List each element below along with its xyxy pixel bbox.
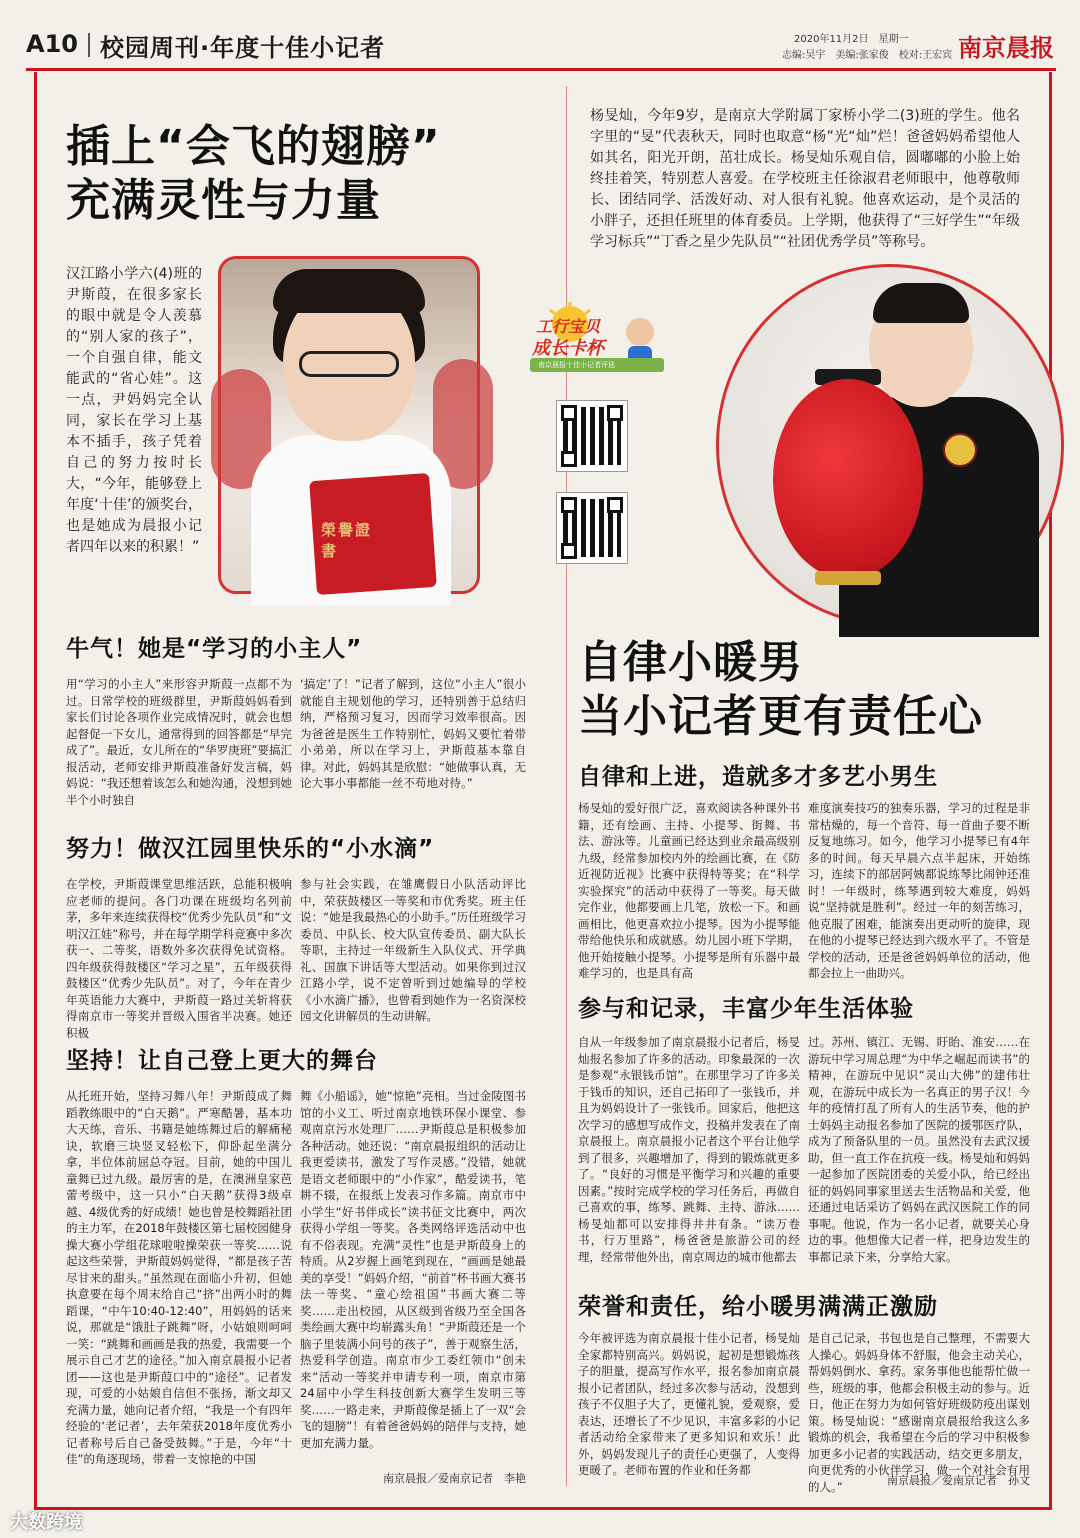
boy-photo bbox=[716, 264, 1064, 626]
logo-line2: 成长卡杯 bbox=[532, 338, 604, 359]
issue-date: 2020年11月2日 星期一 bbox=[794, 34, 909, 45]
logo-line1: 工行宝贝 bbox=[536, 317, 601, 336]
right-section-3-col2: 是自己记录，书包也是自己整理，不需要大人操心。妈妈身体不舒服，他会主动关心，帮妈妈倒水、拿药。家务事他也能帮忙做一些，班级的事，他都会积极主动的参与。近日，他正在努力为如何管好班级防疫出谋划策。杨旻灿说：“感谢南京晨报给我这么多锻炼的机会，我希望在今后的学习中积极参加更多小记者的实践活动，结交更多朋友，向更优秀的小伙伴学习，做一个对社会有用的人。” bbox=[808, 1331, 1030, 1494]
left-headline-line2: 充满灵性与力量 bbox=[66, 175, 381, 226]
masthead-divider bbox=[88, 33, 90, 57]
right-section-2-col1: 自从一年级参加了南京晨报小记者后，杨旻灿报名参加了许多的活动。印象最深的一次是参观“永银钱币馆”。在那里学习了许多关于钱币的知识，还自己拓印了一张钱币，并且为妈妈设计了一张钱币。回家后，他把这次学习的感想写成作文，投稿并发表在了南京晨报上。南京晨报小记者这个平台让他学到了很多，兴趣增加了，得到的锻炼就更多了。“良好的习惯是平衡学习和兴趣的重要因素。”按时完成学校的学习任务后，再做自己喜欢的事，练琴、跳舞、主持、游泳……杨旻灿都可以安排得井井有条。“读万卷书，行万里路”，杨爸爸是旅游公司的经理，经常带他外出，南京周边的城市他都去 bbox=[578, 1035, 800, 1264]
newspaper-logo: 南京晨报 bbox=[958, 33, 1054, 62]
left-section-1-title: 牛气！她是“学习的小主人” bbox=[66, 636, 363, 662]
right-headline-line2: 当小记者更有责任心 bbox=[578, 691, 983, 742]
left-section-3-col1: 从托班开始，坚持习舞八年！尹斯葭成了舞蹈教练眼中的“白天鹅”。严寒酷暑，基本功大天练，音乐、书籍是她练舞过后的解痛秘诀，软磨三块竖叉轻松下，仰卧起坐满分拿，半位体前屈总夺冠。目前，她的中国儿童舞已过九级。最厉害的是，在澳洲皇家芭蕾考级中，这一只小“白天鹅”获得3级卓越、4级优秀的好成绩！她也曾是校舞蹈社团的主力军，在2018年鼓楼区第七届校园健身操大赛小学组花球啦啦操荣获一等奖……说起这些荣誉，尹斯葭妈妈觉得，“都是孩子苦尽甘来的甜头。”虽然现在面临小升初，但她执意要在每个周末给自己“挤”出两小时的舞蹈课，“中午10:40-12:40”，用妈妈的话来说，那就是“饿肚子跳舞”呀，小姑娘则呵呵一笑：“跳舞和画画是我的热爱，我需要一个展示自己才艺的途径。”加入南京晨报小记者团——这也是尹斯葭口中的“途径”。记者发现，可爱的小姑娘自信但不张扬，渐文却又充满力量，她向记者介绍，“我是一个有四年经验的‘老记者’，去年荣获2018年度优秀小记者称号后自己备受鼓舞。”于是，今年“十佳”的角逐现场，带着一支惊艳的中国 bbox=[66, 1089, 292, 1466]
contest-logo bbox=[530, 302, 664, 374]
boy-hair bbox=[873, 283, 969, 323]
left-section-3-title: 坚持！让自己登上更大的舞台 bbox=[66, 1048, 378, 1074]
right-headline bbox=[578, 636, 1048, 744]
right-headline-line1: 自律小暖男 bbox=[578, 637, 803, 688]
left-section-2-col1: 在学校，尹斯葭课堂思维活跃，总能积极响应老师的提问。各门功课在班级均名列前茅，多年来连续获得校“优秀少先队员”和“文明汉江娃”称号，并在每学期学科竞赛中多次获一、二等奖，语数外多次获得免试资格。四年级获得鼓楼区“学习之星”，五年级获得鼓楼区“优秀少先队员”。对了，今年在青少年英语能力大赛中，尹斯葭一路过关斩将获得南京市一等奖并晋级入围省半决赛。她还积极 bbox=[66, 877, 292, 1040]
certificate-text: 榮譽證書 bbox=[321, 521, 373, 560]
right-section-3-title: 荣誉和责任，给小暖男满满正激励 bbox=[578, 1294, 938, 1320]
qr-code-icon[interactable] bbox=[556, 492, 628, 564]
right-section-1-col2: 难度演奏技巧的独奏乐器，学习的过程是非常枯燥的，每一个音符、每一首曲子要不断反复地练习。如今，他学习小提琴已有4年多的时间。每天早晨六点半起床，开始练习，连续下的部居阿姨都说练琴比闹钟还准时！一年级时，练琴遇到较大难度，妈妈说“坚持就是胜利”。经过一年的刻苦练习，他克服了困难，能演奏出更动听的旋律，现在他的小提琴已经达到六级水平了。不管是学校的活动，还是爸爸妈妈单位的活动，他都会拉上一曲助兴。 bbox=[808, 801, 1030, 980]
left-section-2-col2: 参与社会实践，在雏鹰假日小队活动评比中，荣获鼓楼区一等奖和市优秀奖。班主任说：“她是我最热心的小助手。”历任班级学习委员、中队长、校大队宣传委员、副大队长等职，主持过一年级新生入队仪式、开学典礼、国旗下讲话等大型活动。如果你到过汉江路小学，说不定曾听到过她编导的学校《小水滴广播》，也曾看到她作为一名资深校园文化讲解员的生动讲解。 bbox=[300, 877, 526, 1023]
right-intro: 杨旻灿，今年9岁，是南京大学附属丁家桥小学二(3)班的学生。他名字里的“旻”代表秋天，同时也取意“杨”光“灿”烂！爸爸妈妈希望他人如其名，阳光开朗，茁壮成长。杨旻灿乐观自信，圆嘟嘟的小脸上始终挂着笑，特别惹人喜爱。在学校班主任徐淑君老师眼中，他尊敬师长、团结同学、活泼好动、对人很有礼貌。他喜欢运动，是个灵活的小胖子，还担任班里的体育委员。上学期，他获得了“三好学生”“年级学习标兵”“丁香之星少先队员”“社团优秀学员”等称号。 bbox=[590, 108, 1020, 250]
lantern-icon bbox=[773, 379, 923, 579]
staff-credits: 志编:吴宇 美编:张家俊 校对:王宏宾 bbox=[782, 50, 953, 61]
right-section-2-title: 参与和记录，丰富少年生活体验 bbox=[578, 996, 914, 1022]
right-section-2-col2: 过。苏州、镇江、无锡、盱眙、淮安……在游玩中学习周总理“为中华之崛起而读书”的精神，在游玩中见识“灵山大佛”的建伟壮观，在游玩中成长为一名真正的男子汉！今年的疫情打乱了所有人的生活节奏，他的护士妈妈主动报名参加了医院的援鄂医疗队，成为了预备队里的一员。虽然没有去武汉援助，但一直工作在抗疫一线。杨旻灿和妈妈一起参加了医院团委的关爱小队，给已经出征的妈妈同事家里送去生活物品和关爱，他还通过电话采访了妈妈在武汉医院工作的同事呢。他说，作为一名小记者，就要关心身边的事。他想像大记者一样，把身边发生的事都记录下来，分享给大家。 bbox=[808, 1035, 1030, 1264]
qr-code-icon[interactable] bbox=[556, 400, 628, 472]
right-section-3-col1: 今年被评选为南京晨报十佳小记者，杨旻灿全家都特别高兴。妈妈说，起初是想锻炼孩子的胆量，提高写作水平，报名参加南京晨报小记者团队，经过多次参与活动，没想到孩子不仅胆子大了，更懂礼貌，爱观察，爱表达，还增长了不少见识，丰富多彩的小记者活动给全家带来了更多知识和欢乐！此外，妈妈发现儿子的责任心更强了，人变得更暖了。老师布置的作业和任务都 bbox=[578, 1331, 800, 1477]
left-section-1-col2: ‘搞定’了！”记者了解到，这位“小主人”很小就能自主规划他的学习，还特别善于总结归纳，严格预习复习，因而学习效率很高。因为爸爸是医生工作特别忙，妈妈又要忙着带小弟弟，所以在学习上，尹斯葭基本靠自律。对此，妈妈其是欣慰：“她做事认真，无论大事小事都能一丝不苟地对待。” bbox=[300, 677, 526, 790]
girl-bangs bbox=[273, 269, 425, 313]
left-intro: 汉江路小学六(4)班的尹斯葭，在很多家长的眼中就是令人羡慕的“别人家的孩子”，一个自强自律，能文能武的“省心娃”。这一点，尹妈妈完全认同，家长在学习上基本不插手，孩子凭着自己的努力按时长大，“今年，能够登上年度‘十佳’的颁奖台，也是她成为晨报小记者四年以来的积累！” bbox=[66, 266, 202, 555]
right-byline: 南京晨报／爱南京记者 孙文 bbox=[887, 1474, 1030, 1487]
badge-icon bbox=[943, 433, 977, 467]
section-title: 校园周刊·年度十佳小记者 bbox=[100, 34, 386, 62]
watermark: 大数跨境 bbox=[10, 1512, 82, 1533]
left-headline bbox=[66, 120, 546, 228]
left-headline-line1: 插上“会飞的翅膀” bbox=[66, 121, 441, 172]
lantern-base bbox=[815, 571, 881, 585]
left-section-1-col1: 用“学习的小主人”来形容尹斯葭一点都不为过。日常学校的班级群里，尹斯葭妈妈看到家长们讨论各项作业完成情况时，就会也想起督促一下女儿，通常得到的回答都是“早完成了”。最近，女儿所在的“华罗庚班”要搞汇报活动，老师安排尹斯葭准备好发言稿，妈妈说：“我还想着该怎么和她沟通，没想到她半个小时独自 bbox=[66, 677, 292, 807]
logo-subtitle: 南京晨报十佳小记者评选 bbox=[538, 361, 615, 369]
left-byline: 南京晨报／爱南京记者 李艳 bbox=[383, 1472, 526, 1485]
column-divider bbox=[566, 86, 567, 1486]
left-section-3-col2: 舞《小船谣》，她“惊艳”亮相。当过金陵图书馆的小义工、听过南京地铁环保小课堂、参观南京污水处理厂……尹斯葭总是积极参加各种活动。她还说：“南京晨报组织的活动让我更爱读书，激发了写作灵感。”没错，她就是语文老师眼中的“小作家”，酷爱读书，笔耕不辍，在报纸上发表习作多篇。南京市中小学生“好书伴成长”读书征文比赛中，两次获得小学组一等奖。各类网络评选活动中也有不俗表现。充满“灵性”也是尹斯葭身上的特质。从2岁握上画笔到现在，“画画是她最美的享受！”妈妈介绍，“前首”杯书画大赛书法一等奖、“童心绘祖国”书画大赛二等奖……走出校园，从区级到省级乃至全国各类绘画大赛中均崭露头角！“尹斯葭还是一个脑子里装满小问号的孩子”，善于观察生活，热爱科学创造。南京市少工委红领巾“创未来”活动一等奖并申请专利一项，南京市第24届中小学生科技创新大赛学生发明三等奖……一路走来，尹斯葭像是插上了一双“会飞的翅膀”！有着爸爸妈妈的陪伴与支持，她更加充满力量。 bbox=[300, 1089, 526, 1450]
left-section-2-title: 努力！做汉江园里快乐的“小水滴” bbox=[66, 836, 435, 862]
glasses-icon bbox=[299, 351, 399, 377]
page-number: A10 bbox=[26, 30, 78, 58]
right-section-1-title: 自律和上进，造就多才多艺小男生 bbox=[578, 764, 938, 790]
right-section-1-col1: 杨旻灿的爱好很广泛，喜欢阅读各种课外书籍，还有绘画、主持、小提琴、街舞、书法、游泳等。儿童画已经达到业余最高级别九级，经常参加校内外的绘画比赛，在《防近视防近视》比赛中获得特等奖；在“科学实验探究”的活动中获得了一等奖。每天做完作业，他都要画上几笔，放松一下。和画画相比，他更喜欢拉小提琴。因为小提琴能带给他快乐和成就感。幼儿园小班下学期，他开始接触小提琴。小提琴是所有乐器中最难学习的，也是具有高 bbox=[578, 801, 800, 980]
header-rule bbox=[26, 68, 1056, 71]
girl-photo bbox=[218, 256, 480, 594]
